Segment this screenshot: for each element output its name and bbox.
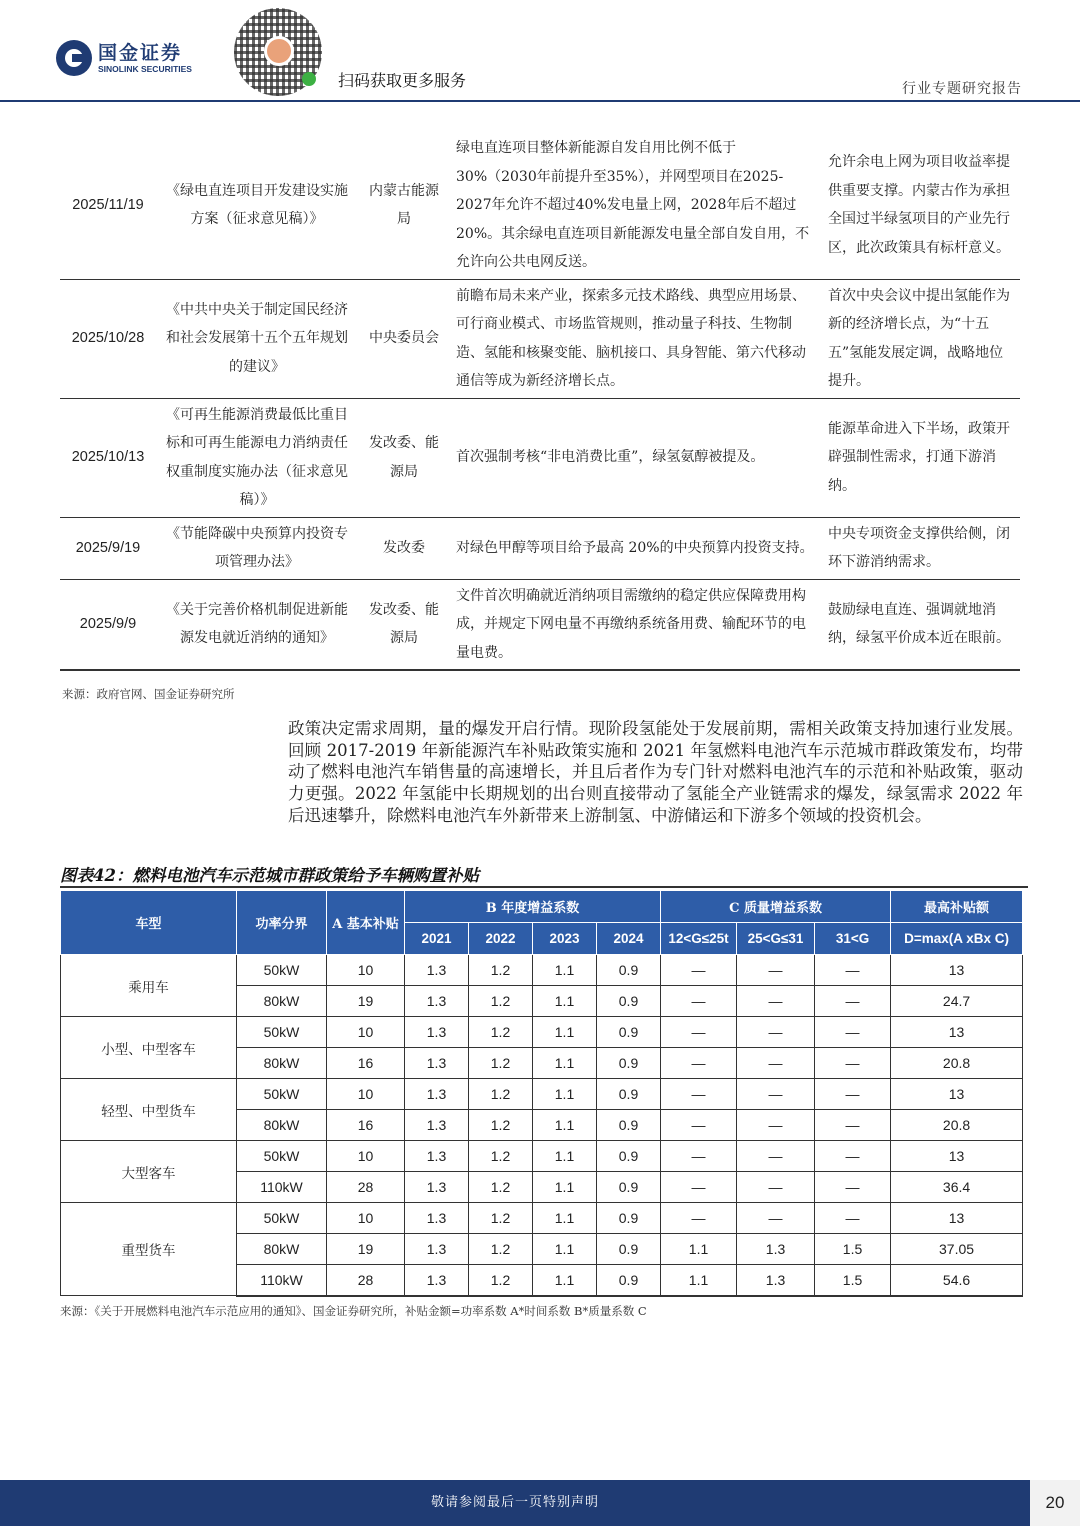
- base-subsidy-cell: 10: [327, 1141, 405, 1172]
- year-coef-cell: 1.2: [469, 1172, 533, 1203]
- mass-coef-cell: 1.3: [737, 1265, 815, 1296]
- year-coef-cell: 1.1: [533, 1048, 597, 1079]
- policy-impact: 鼓励绿电直连、强调就地消纳，绿氢平价成本近在眼前。: [822, 579, 1020, 670]
- mass-coef-cell: 1.1: [661, 1265, 737, 1296]
- base-subsidy-cell: 10: [327, 955, 405, 986]
- mass-coef-cell: —: [737, 1079, 815, 1110]
- header-year: 2021: [405, 923, 469, 955]
- year-coef-cell: 0.9: [597, 1172, 661, 1203]
- year-coef-cell: 0.9: [597, 986, 661, 1017]
- policy-date: 2025/11/19: [60, 132, 156, 279]
- mass-coef-cell: —: [737, 986, 815, 1017]
- mass-coef-cell: 1.5: [815, 1234, 891, 1265]
- year-coef-cell: 1.1: [533, 1141, 597, 1172]
- policy-content: 首次强制考核“非电消费比重”，绿氢氨醇被提及。: [450, 398, 822, 517]
- mass-coef-cell: —: [737, 1203, 815, 1234]
- header-power-tier: 功率分界: [237, 891, 327, 955]
- scan-prompt: 扫码获取更多服务: [338, 71, 467, 90]
- policy-org: 发改委、能源局: [358, 398, 450, 517]
- policy-row: [60, 398, 1020, 517]
- base-subsidy-cell: 10: [327, 1017, 405, 1048]
- year-coef-cell: 1.3: [405, 1172, 469, 1203]
- figure-source-note: 来源：《关于开展燃料电池汽车示范应用的通知》、国金证券研究所，补贴金额=功率系数 A*时间系数 B*质量系数 C: [60, 1304, 647, 1318]
- year-coef-cell: 1.3: [405, 1079, 469, 1110]
- mass-coef-cell: —: [815, 1079, 891, 1110]
- mass-coef-cell: —: [737, 1110, 815, 1141]
- header-year: 2023: [533, 923, 597, 955]
- policy-title: 《节能降碳中央预算内投资专项管理办法》: [156, 517, 358, 579]
- policy-date: 2025/10/28: [60, 279, 156, 398]
- figure-title-rule: [60, 886, 1028, 888]
- year-coef-cell: 1.1: [533, 1203, 597, 1234]
- base-subsidy-cell: 10: [327, 1203, 405, 1234]
- vehicle-type-cell: 重型货车: [61, 1203, 237, 1296]
- mass-coef-cell: —: [815, 1017, 891, 1048]
- vehicle-type-cell: 大型客车: [61, 1141, 237, 1203]
- logo-cn-text: 国金证券: [98, 42, 183, 64]
- subsidy-row: [61, 955, 1023, 986]
- policy-title: 《中共中央关于制定国民经济和社会发展第十五个五年规划的建议》: [156, 279, 358, 398]
- max-subsidy-cell: 13: [891, 1079, 1023, 1110]
- max-subsidy-cell: 36.4: [891, 1172, 1023, 1203]
- max-subsidy-cell: 54.6: [891, 1265, 1023, 1296]
- mass-coef-cell: —: [737, 1017, 815, 1048]
- policy-row: [60, 279, 1020, 398]
- year-coef-cell: 1.2: [469, 1048, 533, 1079]
- mass-coef-cell: —: [815, 1172, 891, 1203]
- mass-coef-cell: —: [815, 986, 891, 1017]
- max-subsidy-cell: 24.7: [891, 986, 1023, 1017]
- header-base-subsidy: A 基本补贴: [327, 891, 405, 955]
- year-coef-cell: 1.3: [405, 955, 469, 986]
- policy-org: 发改委、能源局: [358, 579, 450, 670]
- year-coef-cell: 1.1: [533, 986, 597, 1017]
- year-coef-cell: 1.3: [405, 1234, 469, 1265]
- power-tier-cell: 50kW: [237, 1203, 327, 1234]
- policy-content: 对绿色甲醇等项目给予最高 20%的中央预算内投资支持。: [450, 517, 822, 579]
- year-coef-cell: 1.2: [469, 986, 533, 1017]
- mass-coef-cell: 1.1: [661, 1234, 737, 1265]
- base-subsidy-cell: 16: [327, 1048, 405, 1079]
- policy-content: 绿电直连项目整体新能源自发自用比例不低于30%（2030年前提升至35%），并网型项目在2025-2027年允许不超过40%发电量上网，2028年后不超过20%。其余绿电直连项目新能源发电量全部自发自用，不允许向公共电网反送。: [450, 132, 822, 279]
- mass-coef-cell: —: [815, 1048, 891, 1079]
- mass-coef-cell: —: [661, 955, 737, 986]
- year-coef-cell: 0.9: [597, 1017, 661, 1048]
- year-coef-cell: 1.2: [469, 955, 533, 986]
- page-footer: [0, 1480, 1030, 1526]
- year-coef-cell: 1.3: [405, 1110, 469, 1141]
- policy-impact: 允许余电上网为项目收益率提供重要支撑。内蒙古作为承担全国过半绿氢项目的产业先行区，此次政策具有标杆意义。: [822, 132, 1020, 279]
- header-mass-range: 12<G≤25t: [661, 923, 737, 955]
- mass-coef-cell: —: [661, 1079, 737, 1110]
- base-subsidy-cell: 28: [327, 1265, 405, 1296]
- header-vehicle-type: 车型: [61, 891, 237, 955]
- max-subsidy-cell: 13: [891, 1017, 1023, 1048]
- policy-source-note: 来源：政府官网、国金证券研究所: [62, 687, 235, 701]
- body-paragraph: 政策决定需求周期，量的爆发开启行情。现阶段氢能处于发展前期，需相关政策支持加速行业发展。回顾 2017-2019 年新能源汽车补贴政策实施和 2021 年氢燃料电池汽车示范城市群政策发布，均带动了燃料电池汽车销售量的高速增长，并且后者作为专门针对燃料电池汽车的示范和补贴政策，驱动力更强。2022 年氢能中长期规划的出台则直接带动了氢能全产业链需求的爆发，绿氢需求 2022 年后迅速攀升，除燃料电池汽车外新带来上游制氢、中游储运和下游多个领域的投资机会。: [288, 719, 1023, 825]
- subsidy-row: [61, 1141, 1023, 1172]
- mass-coef-cell: —: [661, 1017, 737, 1048]
- header-divider: [0, 100, 1080, 102]
- power-tier-cell: 50kW: [237, 955, 327, 986]
- year-coef-cell: 1.2: [469, 1265, 533, 1296]
- policy-impact: 首次中央会议中提出氢能作为新的经济增长点，为“十五五”氢能发展定调，战略地位提升。: [822, 279, 1020, 398]
- year-coef-cell: 0.9: [597, 1203, 661, 1234]
- mass-coef-cell: —: [661, 1048, 737, 1079]
- figure-title: 图表42：燃料电池汽车示范城市群政策给予车辆购置补贴: [60, 866, 479, 885]
- year-coef-cell: 1.1: [533, 1172, 597, 1203]
- report-type-label: 行业专题研究报告: [902, 81, 1022, 97]
- base-subsidy-cell: 10: [327, 1079, 405, 1110]
- header-mass-coef: C 质量增益系数: [661, 891, 891, 923]
- policy-title: 《关于完善价格机制促进新能源发电就近消纳的通知》: [156, 579, 358, 670]
- policy-date: 2025/9/19: [60, 517, 156, 579]
- max-subsidy-cell: 37.05: [891, 1234, 1023, 1265]
- header-max-subsidy: 最高补贴额: [891, 891, 1023, 923]
- policy-title: 《绿电直连项目开发建设实施方案（征求意见稿）》: [156, 132, 358, 279]
- policy-org: 发改委: [358, 517, 450, 579]
- subsidy-row: [61, 1017, 1023, 1048]
- power-tier-cell: 50kW: [237, 1079, 327, 1110]
- mass-coef-cell: —: [815, 1141, 891, 1172]
- base-subsidy-cell: 19: [327, 1234, 405, 1265]
- year-coef-cell: 1.3: [405, 1203, 469, 1234]
- year-coef-cell: 1.1: [533, 1265, 597, 1296]
- mass-coef-cell: —: [661, 986, 737, 1017]
- policy-impact: 中央专项资金支撑供给侧，闭环下游消纳需求。: [822, 517, 1020, 579]
- max-subsidy-cell: 13: [891, 1203, 1023, 1234]
- year-coef-cell: 1.2: [469, 1079, 533, 1110]
- page-number: 20: [1030, 1480, 1080, 1526]
- header-year: 2022: [469, 923, 533, 955]
- page-header: [0, 0, 1080, 104]
- mass-coef-cell: 1.5: [815, 1265, 891, 1296]
- vehicle-type-cell: 小型、中型客车: [61, 1017, 237, 1079]
- max-subsidy-cell: 20.8: [891, 1110, 1023, 1141]
- year-coef-cell: 1.2: [469, 1017, 533, 1048]
- company-logo: [56, 40, 192, 76]
- sinolink-logo-icon: [56, 40, 92, 76]
- policy-date: 2025/10/13: [60, 398, 156, 517]
- header-mass-range: 25<G≤31: [737, 923, 815, 955]
- mass-coef-cell: —: [737, 1048, 815, 1079]
- base-subsidy-cell: 16: [327, 1110, 405, 1141]
- max-subsidy-cell: 20.8: [891, 1048, 1023, 1079]
- max-subsidy-cell: 13: [891, 1141, 1023, 1172]
- year-coef-cell: 0.9: [597, 1141, 661, 1172]
- policy-row: [60, 517, 1020, 579]
- base-subsidy-cell: 28: [327, 1172, 405, 1203]
- power-tier-cell: 80kW: [237, 1110, 327, 1141]
- vehicle-type-cell: 轻型、中型货车: [61, 1079, 237, 1141]
- mass-coef-cell: —: [661, 1203, 737, 1234]
- power-tier-cell: 50kW: [237, 1017, 327, 1048]
- year-coef-cell: 1.2: [469, 1110, 533, 1141]
- power-tier-cell: 80kW: [237, 1048, 327, 1079]
- year-coef-cell: 0.9: [597, 1048, 661, 1079]
- policy-date: 2025/9/9: [60, 579, 156, 670]
- max-subsidy-cell: 13: [891, 955, 1023, 986]
- year-coef-cell: 1.1: [533, 1079, 597, 1110]
- subsidy-table: [60, 890, 1023, 1297]
- year-coef-cell: 1.1: [533, 1017, 597, 1048]
- year-coef-cell: 1.2: [469, 1203, 533, 1234]
- policy-org: 中央委员会: [358, 279, 450, 398]
- logo-en-text: SINOLINK SECURITIES: [98, 64, 192, 74]
- mass-coef-cell: —: [661, 1172, 737, 1203]
- power-tier-cell: 80kW: [237, 1234, 327, 1265]
- policy-row: [60, 579, 1020, 670]
- year-coef-cell: 0.9: [597, 1234, 661, 1265]
- mass-coef-cell: —: [661, 1110, 737, 1141]
- mass-coef-cell: —: [661, 1141, 737, 1172]
- power-tier-cell: 50kW: [237, 1141, 327, 1172]
- disclaimer-notice: 敬请参阅最后一页特别声明: [430, 1495, 599, 1510]
- power-tier-cell: 80kW: [237, 986, 327, 1017]
- subsidy-row: [61, 1079, 1023, 1110]
- year-coef-cell: 1.1: [533, 1110, 597, 1141]
- mass-coef-cell: —: [737, 955, 815, 986]
- year-coef-cell: 0.9: [597, 955, 661, 986]
- year-coef-cell: 1.2: [469, 1141, 533, 1172]
- policy-impact: 能源革命进入下半场，政策开辟强制性需求，打通下游消纳。: [822, 398, 1020, 517]
- mass-coef-cell: —: [815, 1110, 891, 1141]
- year-coef-cell: 0.9: [597, 1265, 661, 1296]
- base-subsidy-cell: 19: [327, 986, 405, 1017]
- policy-org: 内蒙古能源局: [358, 132, 450, 279]
- year-coef-cell: 1.1: [533, 955, 597, 986]
- qr-center-logo-icon: [264, 36, 294, 66]
- power-tier-cell: 110kW: [237, 1172, 327, 1203]
- mass-coef-cell: —: [737, 1141, 815, 1172]
- mini-program-badge-icon: [302, 72, 316, 86]
- policy-content: 文件首次明确就近消纳项目需缴纳的稳定供应保障费用构成，并规定下网电量不再缴纳系统备用费、输配环节的电量电费。: [450, 579, 822, 670]
- mass-coef-cell: —: [815, 955, 891, 986]
- year-coef-cell: 1.2: [469, 1234, 533, 1265]
- header-mass-range: 31<G: [815, 923, 891, 955]
- year-coef-cell: 1.3: [405, 1265, 469, 1296]
- header-year: 2024: [597, 923, 661, 955]
- year-coef-cell: 0.9: [597, 1110, 661, 1141]
- vehicle-type-cell: 乘用车: [61, 955, 237, 1017]
- header-formula: D=max(A xBx C): [891, 923, 1023, 955]
- mass-coef-cell: —: [815, 1203, 891, 1234]
- year-coef-cell: 1.3: [405, 986, 469, 1017]
- policy-content: 前瞻布局未来产业，探索多元技术路线、典型应用场景、可行商业模式、市场监管规则，推动量子科技、生物制造、氢能和核聚变能、脑机接口、具身智能、第六代移动通信等成为新经济增长点。: [450, 279, 822, 398]
- header-year-coef: B 年度增益系数: [405, 891, 661, 923]
- mass-coef-cell: —: [737, 1172, 815, 1203]
- policy-row: [60, 132, 1020, 279]
- mass-coef-cell: 1.3: [737, 1234, 815, 1265]
- year-coef-cell: 1.3: [405, 1048, 469, 1079]
- year-coef-cell: 1.1: [533, 1234, 597, 1265]
- year-coef-cell: 1.3: [405, 1017, 469, 1048]
- policy-table: [60, 132, 1020, 671]
- policy-title: 《可再生能源消费最低比重目标和可再生能源电力消纳责任权重制度实施办法（征求意见稿）》: [156, 398, 358, 517]
- subsidy-row: [61, 1203, 1023, 1234]
- power-tier-cell: 110kW: [237, 1265, 327, 1296]
- year-coef-cell: 0.9: [597, 1079, 661, 1110]
- year-coef-cell: 1.3: [405, 1141, 469, 1172]
